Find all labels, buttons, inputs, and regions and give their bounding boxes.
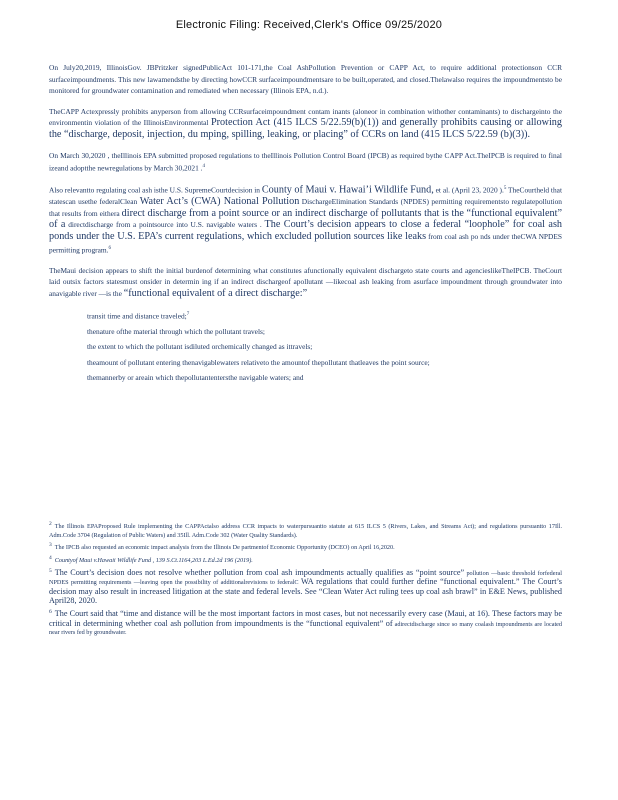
paragraph-factors-text: TheMaui decision appears to shift the initial burdenof determining what constitutes afunctionally equivalent dischargeto state courts and agencieslikeTheIPCB. TheCourt laid outsix factors statesmust onsider in determin ing if an indirect dischargeof apollutant —likecoal ash leaking from asurface impoundment through groundwater into anavigable river —is the [49,265,562,298]
list-item [49,341,562,353]
footnote-text-large: The Court said that “time and distance will be the most important factors in most cases, but not necessarily every case (Maui, at 16). These factors may be critical in determining whether coal ash pollution from impoundments is the “functional equivalent” of [49,609,562,628]
footnote-text: pollution —basic threshold forfederal NPDES permitting requirements —leaving open the possibility of additionalrevisions to federalC [49,569,562,587]
footnote-text-large: WA regulations that could further define “functional equivalent.” The Court’s decision may also result in increased litigation at the state and federal levels. See “Clean Water Act ruling tees up coal ash brawl” in E&E News, published April28, 2020. [49,577,562,606]
paragraph-factors [49,265,562,300]
maui-date: et al. (April 23, 2020 ). [435,185,504,195]
footnote-6 [49,608,562,638]
footnote-number: 3 [49,542,52,549]
footnote-text-large: The Court’s decision does not resolve whether pollution from coal ash impoundments actually qualifies as “point source” [54,567,465,577]
factor-text: themannerby or areain which thepollutantentersthe navigable waters; and [87,373,304,383]
paragraph-prohibition-text: TheCAPP Actexpressly prohibits anyperson from allowing CCRsurfaceimpoundment contam inants (aloneor in combination withother contaminants) to dischargeinto the environmentin violation of the IllinoisEnvironmental [49,106,562,128]
list-item [49,372,562,384]
document-body [49,62,562,388]
footnote-number: 5 [49,567,52,574]
maui-point-source: directdischarge from a pointsource into U.S. navigable waters . [68,220,262,230]
footnote-text: The IPCB also requested an economic impact analysis from the Illinois De partmentof Economic Opportunity (DCEO) on April 16,2020. [54,544,395,552]
efiling-header: Electronic Filing: Received,Clerk's Office 09/25/2020 [175,19,443,31]
list-item [49,309,562,322]
footnote-text: The Illinois EPAProposed Rule implementing the CAPPActalso address CCR impacts to waterpursuantto statute at 615 ILCS 5 (Rivers, Lakes, and Streams Act); and regulations pursuantto 17Ill. Adm.Code 3704 (Regulation of Public Waters) and 35Ill. Adm.Code 302 (Water Quality Standards). [49,523,562,539]
factors-functional-equivalent: “functional equivalent of a direct discharge:” [123,287,308,299]
paragraph-prohibition [49,106,562,141]
paragraph-proposed-regulations-text: On March 30,2020 , theIllinois EPA submitted proposed regulations to theIllinois Pollution Control Board (IPCB) as required bythe CAPP Act.TheIPCB is required to final izeand adoptthe newregulations by March 30,2021 . [49,150,562,173]
footnote-ref-4[interactable]: 4 [202,164,206,170]
factor-text: transit time and distance traveled; [87,310,187,320]
maui-direct-discharge: direct discharge from a point source or an indirect discharge of pollutants that is the “functional equivalent” of a [49,207,562,231]
maui-permitting: from coal ash po nds under theCWA NPDES permitting program. [49,232,562,255]
footnote-text: Countyof Maui v.Hawaii Wildlife Fund , 139 S.Ct.1164,203 L.Ed.2d 196 (2019). [54,556,253,564]
footnote-2 [49,520,562,540]
maui-loophole: The Court’s decision appears to close a federal “loophole” for coal ash ponds under the U.S. EPA’s current regulations, which excluded pollution sources like leaks [49,219,562,243]
footnote-4 [49,554,562,566]
maui-cwa: Water Act’s (CWA) National Pollution [139,196,300,208]
list-item [49,326,562,338]
maui-held: TheCourtheld that statescan usethe federalClean [49,185,563,207]
footnote-text: adirectdischarge since so many coalash impoundments are located near rivers fed by groundwater. [49,620,563,637]
paragraph-capp-act: On July20,2019, IllinoisGov. JBPritzker signedPublicAct 101-171,the Coal AshPollution Prevention or CAPP Act, to require additional protectionson CCR surfaceimpoundments. This new lawamendsthe by directing howCCR surfaceimpoundmentsare to be built,operated, and closed.Thelawalso requires the impoundmentsto be monitored for groundwater contamination and remediated when necessary (Illinois EPA, n.d.). [49,63,562,96]
paragraph-maui-decision [49,183,562,256]
factor-text: theamount of pollutant entering thenavigablewaters relativeto the amountof thepollutant thatleaves the point source; [87,357,430,367]
maui-case-name: County of Maui v. Hawai’i Wildlife Fund, [261,184,434,196]
factor-text: thenature ofthe material through which the pollutant travels; [87,326,265,336]
footnote-ref-7[interactable]: 7 [186,311,190,317]
factor-text: the extent to which the pollutant isdiluted orchemically changed as ittravels; [87,342,313,352]
list-item [49,357,562,369]
paragraph-proposed-regulations [49,150,562,175]
maui-intro: Also relevantto regulating coal ash isthe U.S. SupremeCourtdecision in [49,185,261,195]
footnote-3 [49,541,562,553]
footnote-number: 4 [49,554,52,561]
maui-npdes: DischargeElimination Standards (NPDES) permitting requirementsto regulatepollution that results from eithera [49,197,562,218]
footnotes [49,520,562,639]
paragraph-prohibition-large: Protection Act (415 ILCS 5/22.59(b)(1)) and generally prohibits causing or allowing the “discharge, deposit, injection, du mping, spilling, leaking, or placing” of CCRs on land (415 ILCS 5/22.59 (b)(3)). [49,117,562,140]
footnote-number: 6 [49,609,52,615]
footnote-5 [49,567,562,607]
footnote-ref-5[interactable]: 5 [503,186,507,192]
footnote-number: 2 [49,521,52,527]
footnote-ref-6[interactable]: 6 [108,245,112,251]
factor-list [49,309,562,384]
